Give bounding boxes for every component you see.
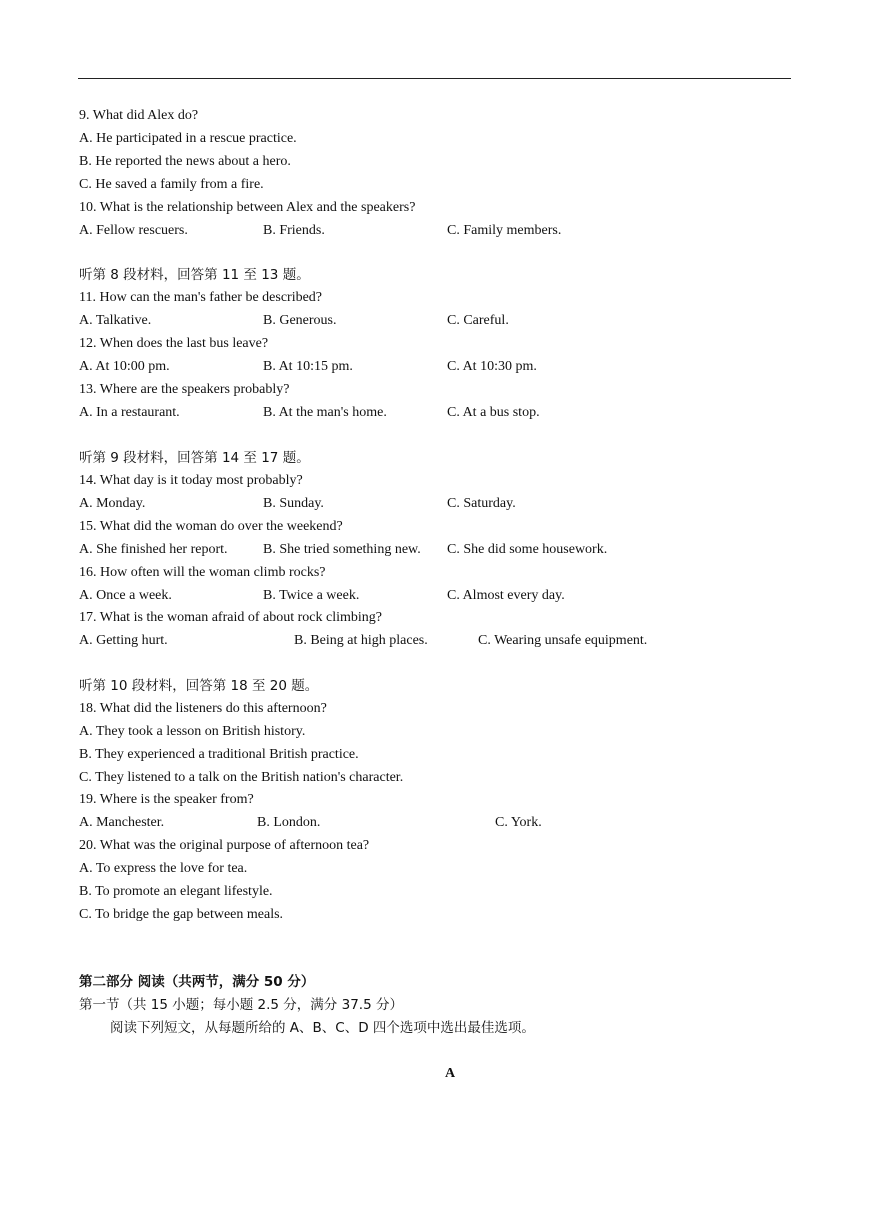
option-a: A. Manchester. [79,815,165,830]
line-q19: 19. Where is the speaker from? [79,792,254,807]
line-passage: A [445,1066,456,1081]
line-q13: 13. Where are the speakers probably? [79,382,290,397]
option-b: B. She tried something new. [263,542,421,557]
line-q18b: B. They experienced a traditional British practice. [79,747,359,762]
option-c: C. Family members. [447,223,562,238]
option-a: A. Getting hurt. [79,633,168,648]
option-c: C. Careful. [447,313,509,328]
line-q9: 9. What did Alex do? [79,108,199,123]
line-q18a: A. They took a lesson on British history. [79,724,306,739]
line-q10: 10. What is the relationship between Alex and the speakers? [79,200,416,215]
line-q14: 14. What day is it today most probably? [79,473,303,488]
line-q9b: B. He reported the news about a hero. [79,154,291,169]
option-b: B. Being at high places. [294,633,428,648]
option-c: C. Wearing unsafe equipment. [478,633,648,648]
option-b: B. At the man's home. [263,405,387,420]
option-a: A. Monday. [79,496,146,511]
option-b: B. Friends. [263,223,325,238]
header-rule [78,78,791,79]
option-a: A. Talkative. [79,313,152,328]
line-q12: 12. When does the last bus leave? [79,336,269,351]
option-c: C. She did some housework. [447,542,608,557]
option-c: C. At 10:30 pm. [447,359,537,374]
line-q18: 18. What did the listeners do this afternoon? [79,701,327,716]
option-c: C. York. [495,815,542,830]
option-a: A. In a restaurant. [79,405,180,420]
line-s9: 听第 9 段材料，回答第 14 至 17 题。 [79,450,310,466]
line-q20a: A. To express the love for tea. [79,861,248,876]
option-c: C. At a bus stop. [447,405,540,420]
option-c: C. Almost every day. [447,588,565,603]
option-b: B. Twice a week. [263,588,360,603]
line-q20: 20. What was the original purpose of afternoon tea? [79,838,370,853]
line-q11: 11. How can the man's father be described? [79,290,323,305]
line-q20c: C. To bridge the gap between meals. [79,907,284,922]
line-q9c: C. He saved a family from a fire. [79,177,264,192]
option-b: B. At 10:15 pm. [263,359,353,374]
line-p2: 第二部分 阅读（共两节，满分 50 分） [79,974,315,990]
option-b: B. London. [257,815,321,830]
line-sec1: 第一节（共 15 小题；每小题 2.5 分，满分 37.5 分） [79,997,403,1013]
line-q20b: B. To promote an elegant lifestyle. [79,884,273,899]
option-a: A. She finished her report. [79,542,228,557]
line-s8: 听第 8 段材料，回答第 11 至 13 题。 [79,267,310,283]
option-a: A. Fellow rescuers. [79,223,188,238]
option-a: A. At 10:00 pm. [79,359,170,374]
line-q18c: C. They listened to a talk on the British nation's character. [79,770,404,785]
option-b: B. Sunday. [263,496,324,511]
line-q9a: A. He participated in a rescue practice. [79,131,297,146]
line-instr: 阅读下列短文，从每题所给的 A、B、C、D 四个选项中选出最佳选项。 [110,1020,535,1036]
option-b: B. Generous. [263,313,337,328]
line-q16: 16. How often will the woman climb rocks? [79,565,326,580]
option-a: A. Once a week. [79,588,172,603]
option-c: C. Saturday. [447,496,516,511]
line-q17: 17. What is the woman afraid of about rock climbing? [79,610,382,625]
line-s10: 听第 10 段材料，回答第 18 至 20 题。 [79,678,319,694]
line-q15: 15. What did the woman do over the weekend? [79,519,343,534]
